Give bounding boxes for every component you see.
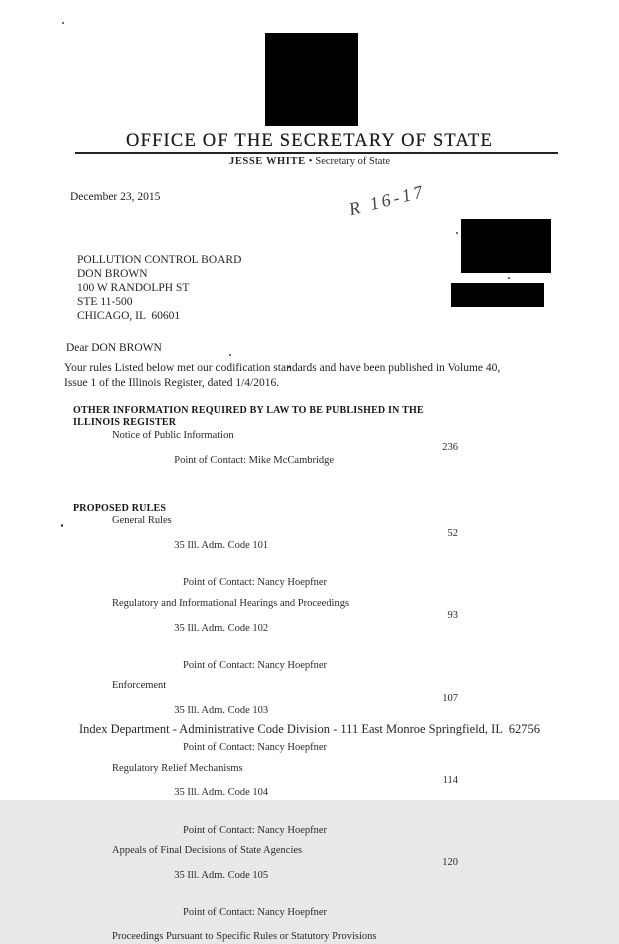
entry-code: 35 Ill. Adm. Code 104 [174, 787, 269, 799]
toc-entry [73, 680, 458, 754]
redaction-box-2 [451, 283, 544, 307]
address-line: 100 W RANDOLPH ST [77, 282, 190, 294]
salutation: Dear DON BROWN [66, 342, 162, 354]
entry-code-row [73, 610, 458, 660]
letterhead-divider-rule [75, 152, 558, 154]
address-line: CHICAGO, IL 60601 [77, 310, 181, 322]
entry-title: Regulatory and Informational Hearings and Proceedings [112, 597, 350, 609]
entry-code-row [73, 528, 458, 578]
entry-code-row [73, 857, 458, 907]
entry-title: Enforcement [112, 680, 167, 692]
address-line: STE 11-500 [77, 296, 133, 308]
entry-title: General Rules [112, 515, 172, 527]
page-number: 52 [447, 527, 458, 539]
entry-title: Notice of Public Information [112, 429, 234, 441]
entry-title: Appeals of Final Decisions of State Agencies [112, 845, 303, 856]
entry-contact: Point of Contact: Nancy Hoepfner [183, 907, 328, 919]
letter-date: December 23, 2015 [70, 191, 161, 203]
entry-code: 35 Ill. Adm. Code 105 [174, 869, 269, 881]
toc-section-proposed-rules [73, 503, 458, 920]
address-line: DON BROWN [77, 268, 148, 280]
scan-speck [456, 232, 458, 234]
entry-contact: Point of Contact: Nancy Hoepfner [183, 742, 328, 754]
page-number: 114 [442, 774, 458, 786]
page-number: 236 [442, 442, 458, 454]
recipient-address-block [77, 253, 241, 323]
footer-address: Index Department - Administrative Code Division - 111 East Monroe Springfield, IL 62756 [78, 722, 541, 736]
toc-entry [73, 430, 458, 492]
letterhead-title: OFFICE OF THE SECRETARY OF STATE [126, 131, 493, 151]
page-number: 107 [442, 692, 458, 704]
entry-code: 35 Ill. Adm. Code 103 [174, 704, 269, 716]
officer-name: JESSE WHITE [228, 156, 306, 167]
body-paragraph [64, 361, 564, 390]
scan-speck [62, 22, 64, 24]
section-heading: OTHER INFORMATION REQUIRED BY LAW TO BE PUBLISHED IN THE ILLINOIS REGISTER [73, 405, 424, 429]
entry-code-row [73, 775, 458, 825]
entry-contact: Point of Contact: Mike McCambridge [174, 454, 335, 466]
toc-entry [73, 598, 458, 672]
entry-contact: Point of Contact: Nancy Hoepfner [183, 824, 328, 836]
toc-entry [73, 845, 458, 919]
toc-closing-line: Proceedings Pursuant to Specific Rules or Statutory Provisions [112, 931, 377, 943]
entry-contact-row [73, 442, 458, 492]
toc-section-other-information [73, 405, 458, 492]
entry-title: Regulatory Relief Mechanisms [112, 762, 243, 774]
toc-entry [73, 763, 458, 837]
letterhead-logo-redaction-box [265, 33, 358, 126]
body-line: Your rules Listed below met our codification standards and have been published in Volume 40, [64, 362, 501, 374]
scan-speck [229, 354, 231, 356]
entry-contact: Point of Contact: Nancy Hoepfner [183, 659, 328, 671]
toc-entry [73, 515, 458, 589]
page-number: 120 [442, 857, 458, 869]
scan-speck [508, 277, 510, 279]
entry-code: 35 Ill. Adm. Code 101 [174, 540, 269, 552]
register-toc [73, 405, 458, 944]
redaction-box-1 [461, 219, 551, 273]
scan-speck [61, 524, 63, 527]
letterhead-officer-line [0, 156, 619, 167]
address-line: POLLUTION CONTROL BOARD [77, 254, 242, 266]
entry-contact: Point of Contact: Nancy Hoepfner [183, 577, 328, 589]
section-heading: PROPOSED RULES [73, 502, 167, 514]
officer-title: Secretary of State [315, 156, 391, 167]
body-line: Issue 1 of the Illinois Register, dated 1/4/2016. [64, 376, 280, 389]
page-number: 93 [447, 610, 458, 622]
bullet-separator: • [308, 156, 313, 167]
handwritten-docket-note: R 16-17 [346, 180, 428, 220]
entry-code: 35 Ill. Adm. Code 102 [174, 622, 269, 634]
